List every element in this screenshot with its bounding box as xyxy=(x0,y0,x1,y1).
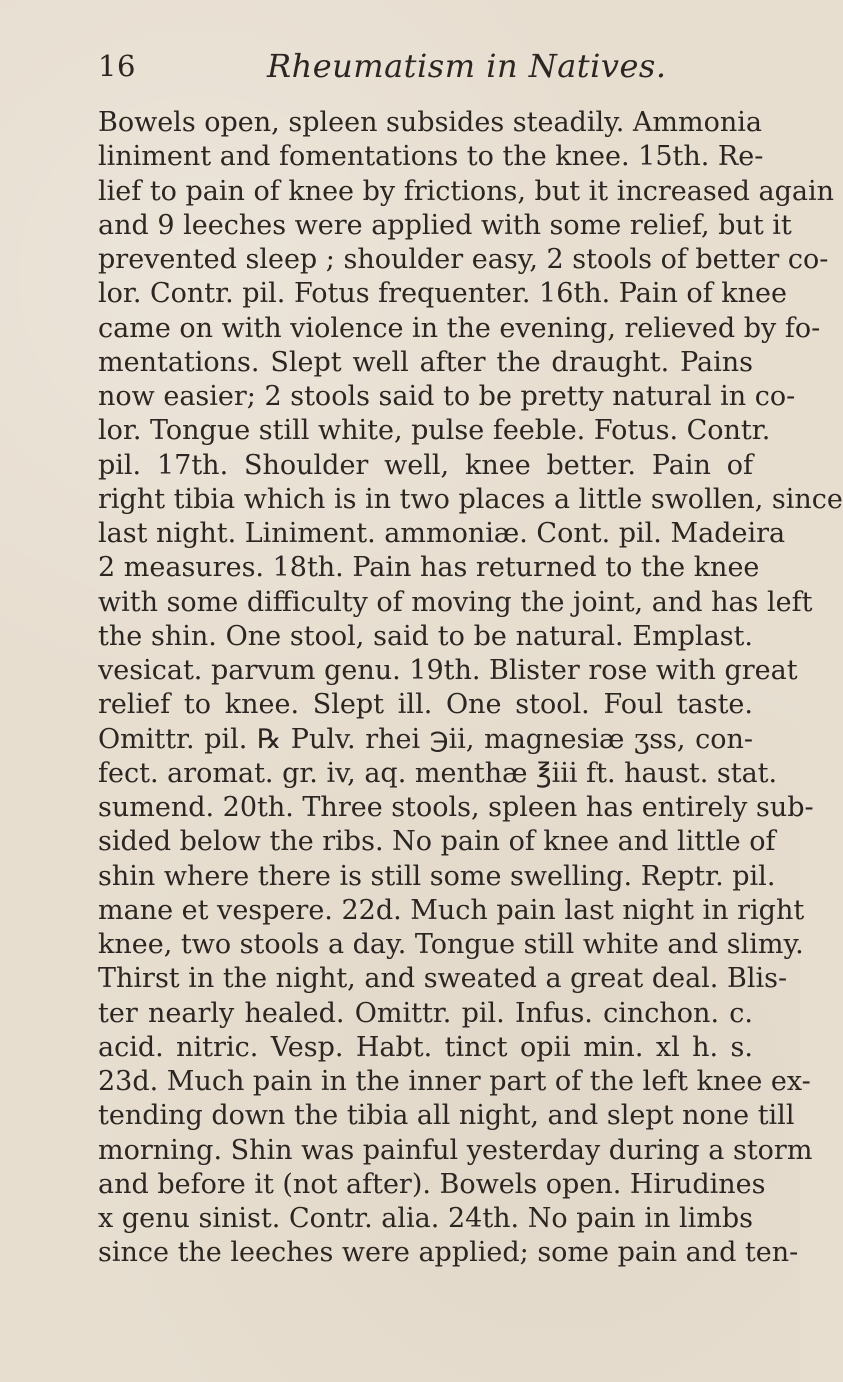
text-line: with some difficulty of moving the joint, and has left xyxy=(98,586,813,618)
text-line: and 9 leeches were applied with some relief, but it xyxy=(98,209,792,241)
page-header xyxy=(98,46,748,86)
text-line: Omittr. pil. ℞ Pulv. rhei ℈ii, magnesiæ ʒss, con- xyxy=(98,723,753,755)
text-line: mentations. Slept well after the draught. Pains xyxy=(98,346,753,378)
text-line: lor. Contr. pil. Fotus frequenter. 16th. Pain of knee xyxy=(98,278,787,310)
text-line: acid. nitric. Vesp. Habt. tinct opii min. xl h. s. xyxy=(98,1031,753,1063)
text-line: relief to knee. Slept ill. One stool. Foul taste. xyxy=(98,689,753,721)
text-line: 2 measures. 18th. Pain has returned to the knee xyxy=(98,552,760,584)
text-line: morning. Shin was painful yesterday during a storm xyxy=(98,1134,813,1166)
text-line: Thirst in the night, and sweated a great deal. Blis- xyxy=(98,963,788,995)
text-line: mane et vespere. 22d. Much pain last night in right xyxy=(98,894,805,926)
text-line: now easier; 2 stools said to be pretty natural in co- xyxy=(98,381,796,412)
text-line: and before it (not after). Bowels open. Hirudines xyxy=(98,1168,766,1200)
text-line: vesicat. parvum genu. 19th. Blister rose with great xyxy=(98,655,798,686)
text-line: lief to pain of knee by frictions, but it increased again xyxy=(98,175,835,207)
page-number: 16 xyxy=(98,49,136,83)
text-line: tending down the tibia all night, and slept none till xyxy=(98,1100,795,1132)
text-line: sumend. 20th. Three stools, spleen has entirely sub- xyxy=(98,792,814,823)
text-line: prevented sleep ; shoulder easy, 2 stools of better co- xyxy=(98,244,829,275)
text-line: last night. Liniment. ammoniæ. Cont. pil. Madeira xyxy=(98,518,786,549)
text-line: knee, two stools a day. Tongue still white and slimy. xyxy=(98,929,804,960)
text-line: right tibia which is in two places a little swollen, since xyxy=(98,483,843,515)
running-title: Rheumatism in Natives. xyxy=(267,47,667,85)
text-line: lor. Tongue still white, pulse feeble. Fotus. Contr. xyxy=(98,415,771,447)
text-line: liniment and fomentations to the knee. 15th. Re- xyxy=(98,141,764,173)
text-line: shin where there is still some swelling. Reptr. pil. xyxy=(98,860,776,892)
text-line: fect. aromat. gr. iv, aq. menthæ ℥iii ft. haust. stat. xyxy=(98,757,778,789)
text-line: Bowels open, spleen subsides steadily. Ammonia xyxy=(98,107,763,138)
body-text xyxy=(98,106,843,1271)
text-line: pil. 17th. Shoulder well, knee better. Pain of xyxy=(98,449,753,481)
text-line: came on with violence in the evening, relieved by fo- xyxy=(98,312,821,344)
text-line: 23d. Much pain in the inner part of the left knee ex- xyxy=(98,1066,811,1097)
text-line: the shin. One stool, said to be natural. Emplast. xyxy=(98,620,753,652)
text-line: sided below the ribs. No pain of knee and little of xyxy=(98,826,776,858)
text-line: since the leeches were applied; some pain and ten- xyxy=(98,1237,799,1269)
text-line: ter nearly healed. Omittr. pil. Infus. cinchon. c. xyxy=(98,997,753,1029)
text-line: x genu sinist. Contr. alia. 24th. No pain in limbs xyxy=(98,1203,753,1234)
